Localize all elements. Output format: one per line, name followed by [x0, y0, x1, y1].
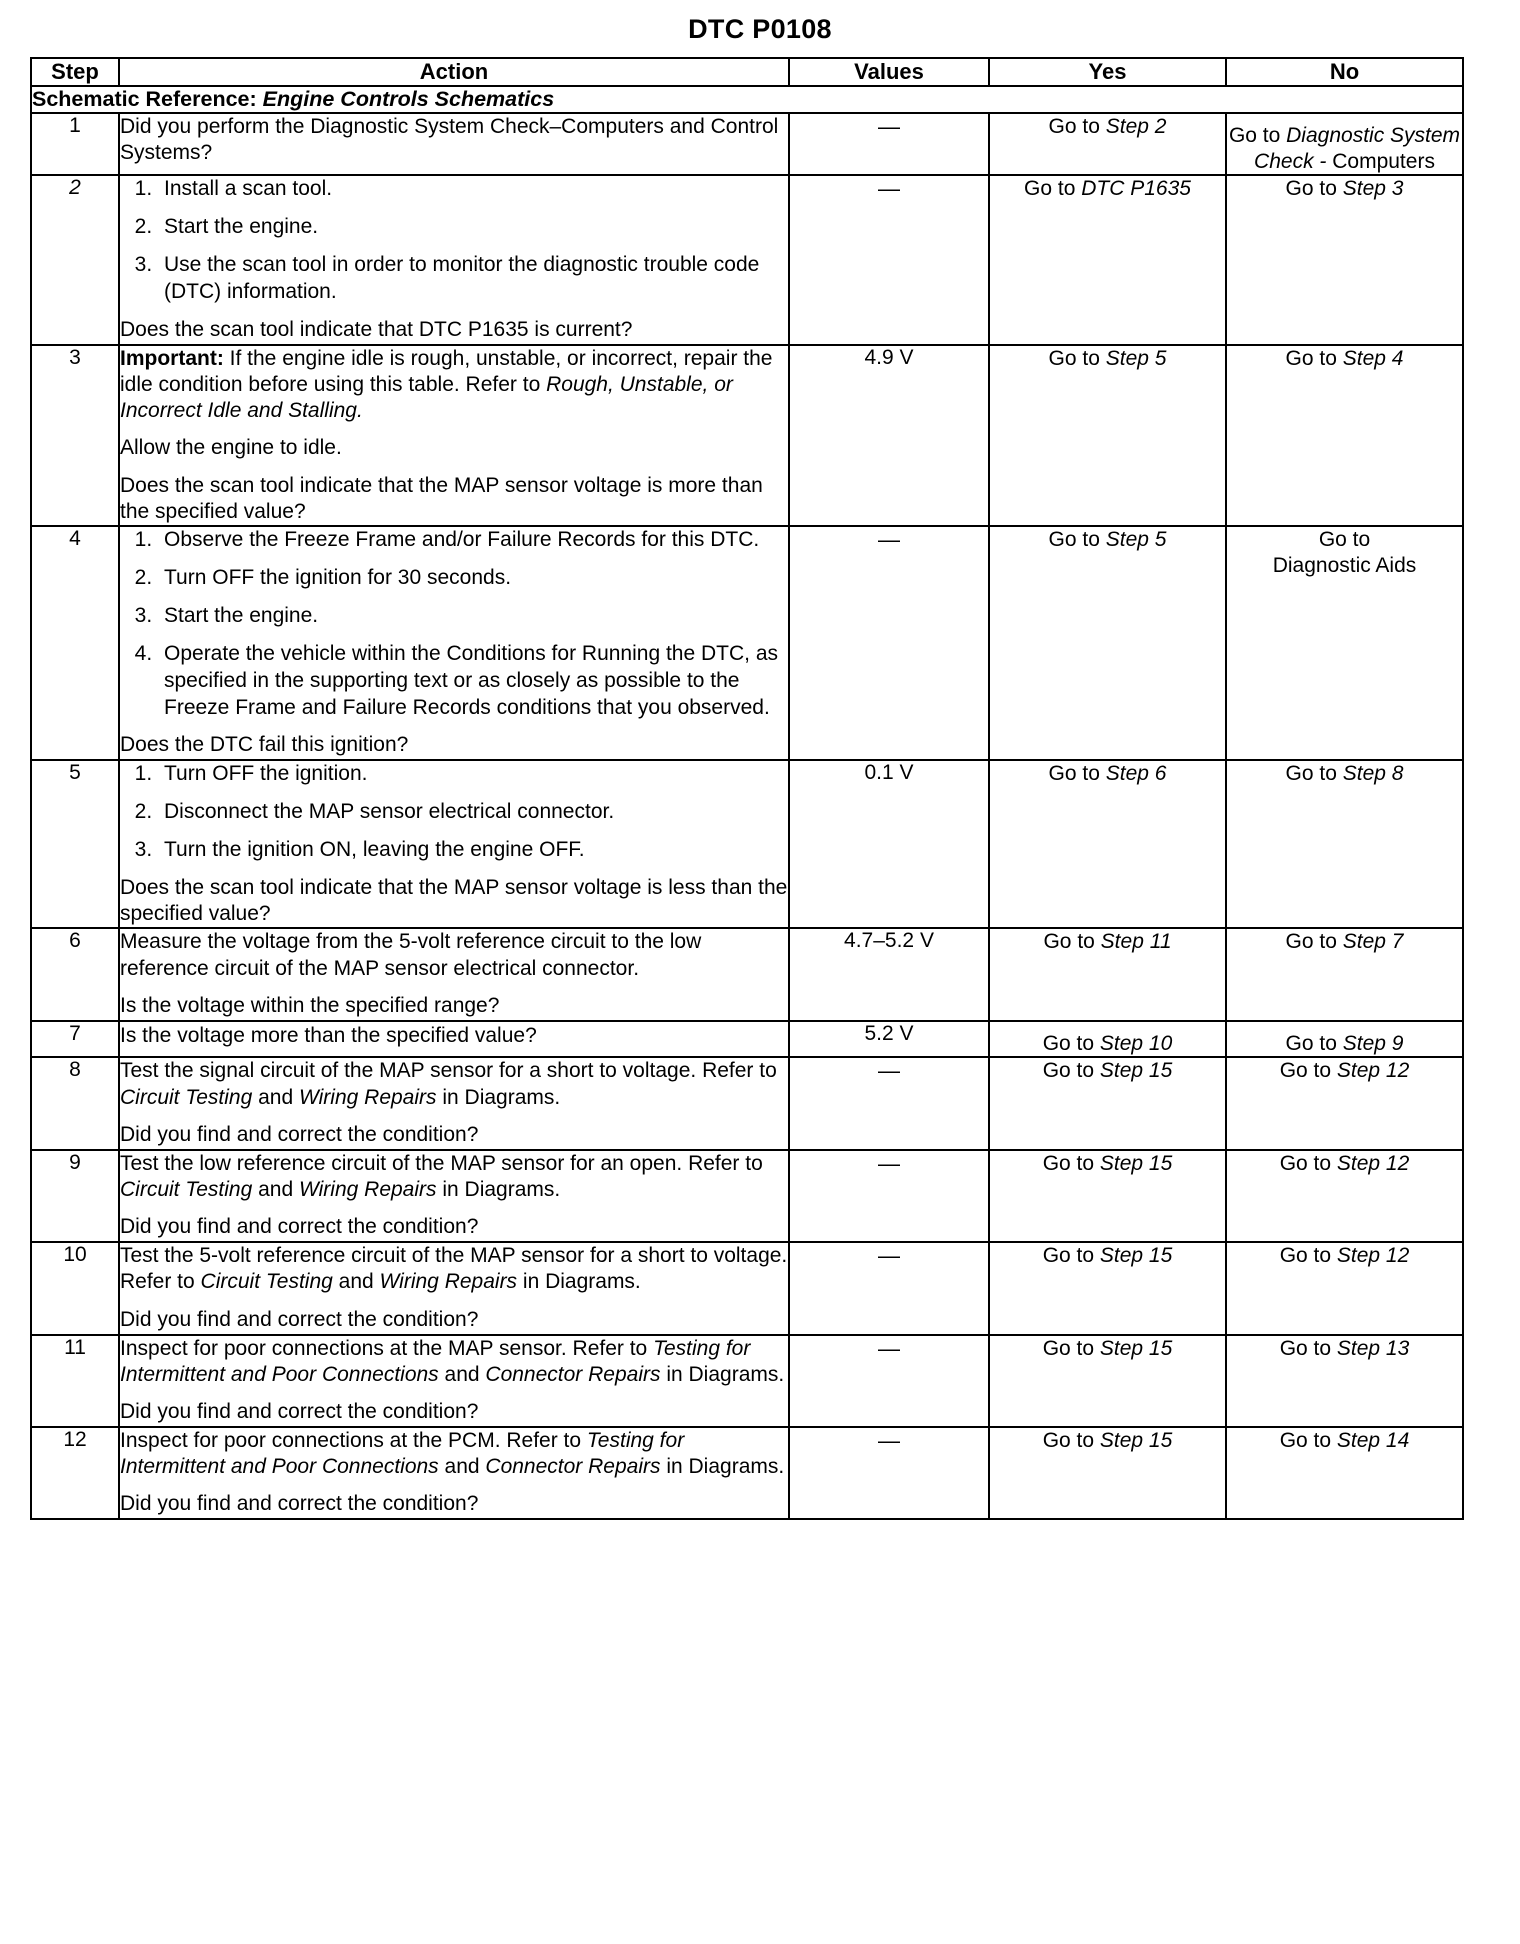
action-cell [119, 526, 789, 760]
yes-target: Step 15 [1099, 1428, 1173, 1452]
yes-target: Step 15 [1099, 1336, 1173, 1360]
list-item: 2. Disconnect the MAP sensor electrical connector. [158, 799, 788, 826]
value-text: — [878, 1335, 900, 1361]
step-number: 8 [31, 1057, 119, 1149]
table-row [31, 175, 1463, 344]
yes-cell: Go to Step 2 [989, 113, 1226, 175]
schematic-reference-value: Engine Controls Schematics [262, 87, 555, 111]
table-row [31, 760, 1463, 928]
list-item: 3. Use the scan tool in order to monitor the diagnostic trouble code (DTC) information. [158, 252, 788, 306]
yes-cell: Go to Step 15 [989, 1335, 1226, 1427]
action-text: Inspect for poor connections at the PCM. Refer to Testing for Intermittent and Poor Connections and Connector Repairs in Diagrams. [120, 1428, 785, 1479]
table-row [31, 1057, 1463, 1149]
action-step-list [124, 761, 788, 864]
values-cell [789, 526, 989, 760]
action-question: Does the scan tool indicate that the MAP sensor voltage is less than the specified value? [120, 875, 788, 926]
no-cell: Go to Step 12 [1226, 1057, 1463, 1149]
action-cell [119, 760, 789, 928]
yes-cell: Go to Step 11 [989, 928, 1226, 1020]
yes-target: Step 15 [1099, 1244, 1173, 1268]
diagnostic-table [30, 57, 1464, 1520]
yes-target: Step 6 [1105, 762, 1167, 786]
no-target: Step 8 [1342, 762, 1404, 786]
yes-cell: Go to Step 15 [989, 1427, 1226, 1519]
list-item: 4. Operate the vehicle within the Conditions for Running the DTC, as specified in the supporting text or as closely as possible to the Freeze Frame and Failure Records conditions that you observed. [158, 641, 788, 722]
step-number: 3 [31, 345, 119, 527]
yes-target: Step 2 [1105, 115, 1167, 138]
no-target: Step 9 [1342, 1031, 1404, 1055]
values-cell: 4.9 V [789, 345, 989, 527]
column-header-no: No [1226, 58, 1463, 86]
table-row [31, 526, 1463, 760]
yes-target: Step 5 [1105, 528, 1167, 552]
no-target: Step 12 [1336, 1244, 1410, 1268]
action-text: Inspect for poor connections at the MAP sensor. Refer to Testing for Intermittent and Poor Connections and Connector Repairs in Diagrams. [120, 1336, 785, 1386]
values-cell: 0.1 V [789, 760, 989, 928]
no-cell: Go to Step 12 [1226, 1242, 1463, 1334]
no-cell: Go to Step 9 [1226, 1021, 1463, 1058]
yes-target: Step 15 [1099, 1059, 1173, 1083]
step-number: 5 [31, 760, 119, 928]
action-question: Did you find and correct the condition? [120, 1400, 479, 1423]
schematic-reference-cell [31, 86, 1463, 113]
action-cell [119, 345, 789, 527]
action-text: Measure the voltage from the 5-volt reference circuit to the low reference circuit of the MAP sensor electrical connector. [120, 930, 702, 980]
table-row [31, 1242, 1463, 1334]
step-number: 1 [31, 113, 119, 175]
table-row [31, 1021, 1463, 1058]
values-cell [789, 1150, 989, 1242]
no-cell: Go to Step 14 [1226, 1427, 1463, 1519]
list-item: 1. Install a scan tool. [158, 176, 788, 203]
no-target: Step 12 [1336, 1151, 1410, 1175]
table-row [31, 113, 1463, 175]
no-target: Diagnostic System Check - [1254, 124, 1461, 173]
no-cell: Go to Step 4 [1226, 345, 1463, 527]
no-target: Step 13 [1336, 1336, 1410, 1360]
important-label: Important: [120, 346, 224, 370]
action-cell [119, 1427, 789, 1519]
no-target: Step 7 [1342, 930, 1404, 954]
no-cell: Go to Step 7 [1226, 928, 1463, 1020]
action-text: Allow the engine to idle. [120, 436, 342, 460]
action-question: Did you find and correct the condition? [120, 1215, 479, 1239]
column-header-action: Action [119, 58, 789, 86]
no-cell: Go to Diagnostic Aids [1226, 526, 1463, 760]
column-header-step: Step [31, 58, 119, 86]
table-row [31, 1335, 1463, 1427]
action-cell [119, 1057, 789, 1149]
action-question: Does the DTC fail this ignition? [120, 733, 409, 757]
list-item: 2. Turn OFF the ignition for 30 seconds. [158, 565, 788, 592]
values-cell: 5.2 V [789, 1021, 989, 1058]
no-target: Step 12 [1336, 1059, 1410, 1083]
action-cell [119, 928, 789, 1020]
no-target: Step 4 [1342, 346, 1404, 370]
step-number: 7 [31, 1021, 119, 1058]
list-item: 3. Start the engine. [158, 603, 788, 630]
step-number: 6 [31, 928, 119, 1020]
yes-target: Step 11 [1100, 930, 1172, 954]
no-cell: Go to Step 8 [1226, 760, 1463, 928]
values-cell [789, 113, 989, 175]
values-cell [789, 175, 989, 344]
list-item: 3. Turn the ignition ON, leaving the engine OFF. [158, 837, 788, 864]
yes-target: Step 10 [1099, 1031, 1173, 1055]
yes-target: Step 15 [1099, 1151, 1173, 1175]
value-text: — [878, 1243, 900, 1269]
action-cell [119, 175, 789, 344]
action-text: Test the 5-volt reference circuit of the MAP sensor for a short to voltage. Refer to Circuit Testing and Wiring Repairs in Diagrams. [120, 1244, 788, 1294]
action-question: Did you find and correct the condition? [120, 1492, 479, 1516]
yes-target: DTC P1635 [1081, 177, 1191, 201]
action-text: Test the low reference circuit of the MAP sensor for an open. Refer to Circuit Testing and Wiring Repairs in Diagrams. [120, 1151, 763, 1201]
schematic-reference-row [31, 86, 1463, 113]
yes-cell: Go to Step 5 [989, 526, 1226, 760]
action-question: Is the voltage within the specified range? [120, 993, 500, 1017]
no-target: Step 14 [1336, 1428, 1410, 1452]
values-cell: 4.7–5.2 V [789, 928, 989, 1020]
no-cell: Go to Diagnostic System Check - Computers [1226, 113, 1463, 175]
yes-cell: Go to Step 15 [989, 1242, 1226, 1334]
action-question: Did you find and correct the condition? [120, 1307, 479, 1331]
value-text: — [878, 114, 900, 139]
step-number: 11 [31, 1335, 119, 1427]
list-item: 2. Start the engine. [158, 214, 788, 241]
step-number: 2 [31, 175, 119, 344]
no-target: Step 3 [1342, 177, 1404, 201]
important-reference: Rough, Unstable, or Incorrect Idle and Stalling. [120, 372, 733, 423]
action-cell [119, 113, 789, 175]
step-number: 9 [31, 1150, 119, 1242]
yes-cell: Go to Step 6 [989, 760, 1226, 928]
action-cell [119, 1021, 789, 1058]
important-note: Important: If the engine idle is rough, unstable, or incorrect, repair the idle condition before using this table. Refer to Rough, Unstable, or Incorrect Idle and Stalling. [120, 346, 773, 423]
table-row [31, 1150, 1463, 1242]
schematic-reference-label: Schematic Reference: [32, 87, 257, 111]
values-cell [789, 1335, 989, 1427]
action-question: Does the scan tool indicate that the MAP sensor voltage is more than the specified value? [120, 473, 763, 523]
values-cell [789, 1427, 989, 1519]
value-text: — [878, 1427, 900, 1453]
table-row [31, 1427, 1463, 1519]
column-header-yes: Yes [989, 58, 1226, 86]
yes-cell: Go to DTC P1635 [989, 175, 1226, 344]
no-cell: Go to Step 12 [1226, 1150, 1463, 1242]
table-row [31, 928, 1463, 1020]
action-step-list [124, 527, 788, 721]
value-text: — [878, 176, 900, 202]
action-question: Does the scan tool indicate that DTC P1635 is current? [120, 317, 633, 341]
action-cell [119, 1242, 789, 1334]
table-row [31, 345, 1463, 527]
yes-cell: Go to Step 5 [989, 345, 1226, 527]
value-text: — [878, 1058, 900, 1084]
yes-cell: Go to Step 10 [989, 1021, 1226, 1058]
step-number: 4 [31, 526, 119, 760]
page-title: DTC P0108 [688, 14, 832, 44]
no-cell: Go to Step 3 [1226, 175, 1463, 344]
step-number: 12 [31, 1427, 119, 1519]
action-step-list [124, 176, 788, 306]
no-cell: Go to Step 13 [1226, 1335, 1463, 1427]
action-text: Did you perform the Diagnostic System Check–Computers and Control Systems? [120, 115, 779, 165]
action-question: Is the voltage more than the specified value? [120, 1023, 537, 1047]
list-item: 1. Turn OFF the ignition. [158, 761, 788, 788]
action-cell [119, 1335, 789, 1427]
yes-target: Step 5 [1105, 346, 1167, 370]
action-text: Test the signal circuit of the MAP sensor for a short to voltage. Refer to Circuit Testing and Wiring Repairs in Diagrams. [120, 1059, 777, 1109]
values-cell [789, 1057, 989, 1149]
yes-cell: Go to Step 15 [989, 1057, 1226, 1149]
action-question: Did you find and correct the condition? [120, 1122, 479, 1146]
values-cell [789, 1242, 989, 1334]
yes-cell: Go to Step 15 [989, 1150, 1226, 1242]
value-text: — [878, 1150, 900, 1176]
step-number: 10 [31, 1242, 119, 1334]
list-item: 1. Observe the Freeze Frame and/or Failure Records for this DTC. [158, 527, 788, 554]
value-text: — [878, 527, 900, 553]
table-header-row [31, 58, 1463, 86]
column-header-values: Values [789, 58, 989, 86]
action-cell [119, 1150, 789, 1242]
